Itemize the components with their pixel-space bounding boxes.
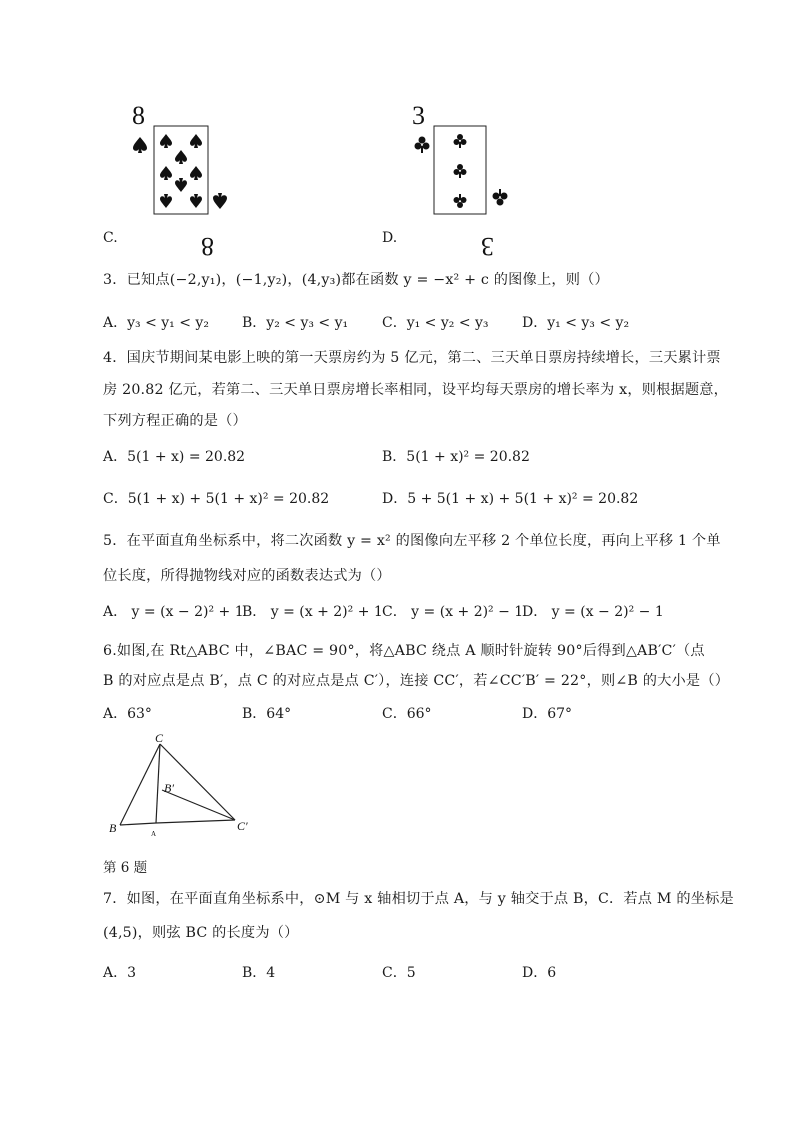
q6-stem-line-2: B 的对应点是点 B′，点 C 的对应点是点 C′），连接 CC′，若∠CC′B′ = 22°，则∠B 的大小是（） xyxy=(103,673,730,689)
q6-figure-caption: 第 6 题 xyxy=(103,860,148,876)
label-b-prime: B′ xyxy=(164,781,174,795)
q6-option-b: B．64° xyxy=(242,706,292,722)
q4-option-a: A．5(1 + x) = 20.82 xyxy=(103,449,246,465)
label-c-prime: C′ xyxy=(237,819,248,833)
label-b: B xyxy=(109,821,117,835)
card-figure-d xyxy=(408,98,518,261)
card-rank-bottom: 3 xyxy=(481,232,494,261)
q4-option-d: D．5 + 5(1 + x) + 5(1 + x)² = 20.82 xyxy=(382,491,639,507)
q6-stem-line-1: 6.如图,在 Rt△ABC 中，∠BAC = 90°，将△ABC 绕点 A 顺时针旋转 90°后得到△AB′C′（点 xyxy=(103,643,705,659)
q4-option-c: C．5(1 + x) + 5(1 + x)² = 20.82 xyxy=(103,491,330,507)
option-c-label: C. xyxy=(103,230,118,246)
q5-option-d: D． y = (x − 2)² − 1 xyxy=(522,604,664,620)
card-figure-c xyxy=(128,98,238,261)
q7-option-a: A．3 xyxy=(103,965,137,981)
club-icon xyxy=(415,137,430,154)
q4-option-b: B．5(1 + x)² = 20.82 xyxy=(382,449,530,465)
q7-stem-line-1: 7．如图，在平面直角坐标系中，⊙M 与 x 轴相切于点 A，与 y 轴交于点 B，C．若点 M 的坐标是 xyxy=(103,891,734,907)
q4-stem-line-3: 下列方程正确的是（） xyxy=(103,413,247,429)
q6-option-a: A．63° xyxy=(103,706,152,722)
q4-stem-line-2: 房 20.82 亿元，若第二、三天单日票房增长率相同，设平均每天票房的增长率为 x，则根据题意， xyxy=(103,382,729,398)
q3-option-c: C．y₁ < y₂ < y₃ xyxy=(382,315,489,331)
label-c: C xyxy=(155,731,164,745)
q6-option-d: D．67° xyxy=(522,706,573,722)
spade-icon xyxy=(133,137,147,153)
q3-stem: 3．已知点(−2,y₁)，(−1,y₂)，(4,y₃)都在函数 y = −x² + c 的图像上，则（） xyxy=(103,272,609,288)
q4-stem-line-1: 4．国庆节期间某电影上映的第一天票房约为 5 亿元，第二、三天单日票房持续增长，三天累计票 xyxy=(103,350,721,366)
q5-option-a: A． y = (x − 2)² + 1 xyxy=(103,604,244,620)
q5-stem-line-1: 5．在平面直角坐标系中，将二次函数 y = x² 的图像向左平移 2 个单位长度，再向上平移 1 个单 xyxy=(103,533,721,549)
q3-option-a: A．y₃ < y₁ < y₂ xyxy=(103,315,209,331)
label-a: A xyxy=(151,830,157,838)
q6-option-c: C．66° xyxy=(382,706,432,722)
option-d-label: D. xyxy=(382,230,398,246)
q5-option-c: C． y = (x + 2)² − 1 xyxy=(382,604,524,620)
q5-stem-line-2: 位长度，所得抛物线对应的函数表达式为（） xyxy=(103,568,391,584)
q5-option-b: B． y = (x + 2)² + 1 xyxy=(242,604,383,620)
q7-option-c: C．5 xyxy=(382,965,416,981)
q6-triangle-figure xyxy=(100,730,270,840)
q3-option-d: D．y₁ < y₃ < y₂ xyxy=(522,315,630,331)
card-rank-top: 3 xyxy=(412,101,425,130)
q7-option-b: B．4 xyxy=(242,965,276,981)
q7-stem-line-2: (4,5)，则弦 BC 的长度为（） xyxy=(103,925,299,941)
card-rank-top: 8 xyxy=(132,101,145,130)
q3-option-b: B．y₂ < y₃ < y₁ xyxy=(242,315,349,331)
card-rank-bottom: 8 xyxy=(201,232,214,261)
q7-option-d: D．6 xyxy=(522,965,557,981)
